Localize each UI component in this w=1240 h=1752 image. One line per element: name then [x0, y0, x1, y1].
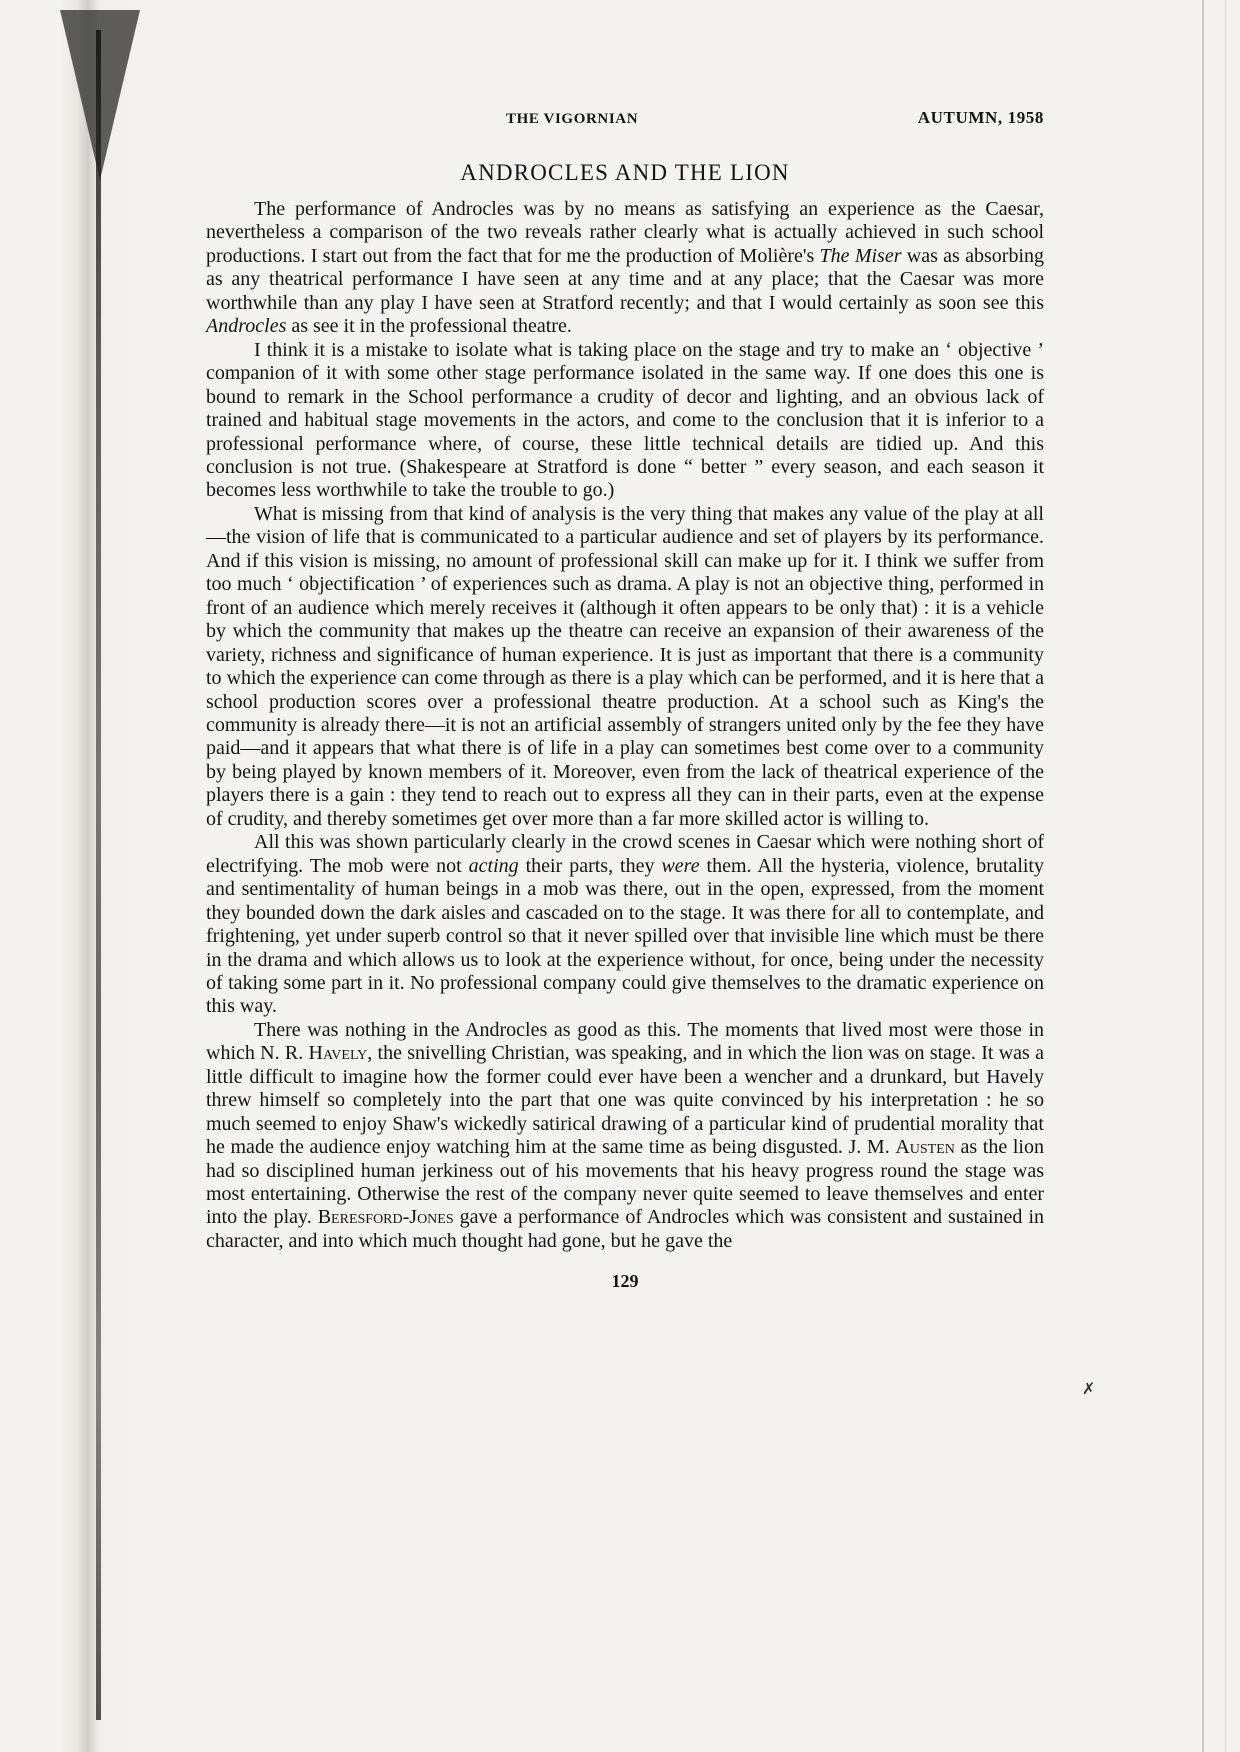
paragraph-4: All this was shown particularly clearly in the crowd scenes in Caesar which were nothing short of electrifying. The mob were not acting their parts, they were them. All the hysteria, violence, brutality and sentimentality of human beings in a mob was there, out in the open, expressed, from the moment they bounded down the dark aisles and cascaded on to the stage. It was there for all to contemplate, and frightening, yet under superb control so that it never spilled over that invisible line which must be there in the drama and which allows us to look at the experience without, for once, being under the necessity of taking some part in it. No professional company could give themselves to the dramatic experience on this way.	[206, 831, 1044, 1018]
article-body	[206, 198, 1044, 1253]
scan-page-edge-outer	[1225, 0, 1226, 1752]
article-title: ANDROCLES AND THE LION	[460, 160, 790, 185]
actor-name-austen: Austen	[895, 1136, 955, 1159]
paragraph-5: There was nothing in the Androcles as good as this. The moments that lived most were those in which N. R. Havely, the snivelling Christian, was speaking, and in which the lion was on stage. It was a little difficult to imagine how the former could ever have been a wencher and a drunkard, but Havely threw himself so completely into the part that one was quite convinced by his interpretation : he so much seemed to enjoy Shaw's wickedly satirical drawing of a particular kind of prudential morality that he made the audience enjoy watching him at the same time as being disgusted. J. M. Austen as the lion had so disciplined human jerkiness out of his movements that his heavy progress round the stage was most entertaining. Otherwise the rest of the company never quite seemed to leave themselves and enter into the play. Beresford-Jones gave a performance of Androcles which was consistent and sustained in character, and into which much thought had gone, but he gave the	[206, 1018, 1044, 1252]
issue-date: AUTUMN, 1958	[917, 108, 1044, 127]
italic-were: were	[661, 854, 700, 877]
document-page	[206, 108, 1044, 1292]
paragraph-3: What is missing from that kind of analysis is the very thing that makes any value of the play at all—the vision of life that is communicated to a particular audience and set of players by its performance. And if this vision is missing, no amount of professional skill can make up for it. I think we suffer from too much ‘ objectification ’ of experiences such as drama. A play is not an objective thing, performed in front of an audience which merely receives it (although it often appears to be only that) : it is a vehicle by which the community that makes up the theatre can receive an expansion of their awareness of the variety, richness and significance of human experience. It is just as important that there is a community to which the experience can come through as there is a play which can be performed, and it is here that a school production scores over a professional theatre production. At a school such as King's the community is already there—it is not an artificial assembly of strangers united only by the fee they have paid—and it appears that what there is of life in a play can sometimes best come over to a community by being played by known members of it. Moreover, even from the lack of theatrical experience of the players there is a gain : they tend to reach out to express all they can in their parts, even at the expense of crudity, and thereby sometimes get over more than a far more skilled actor is willing to.	[206, 502, 1044, 830]
scan-binding-line	[96, 30, 101, 1720]
italic-acting: acting	[468, 854, 519, 877]
running-head	[206, 108, 1044, 136]
scan-binding-gutter	[0, 0, 150, 1752]
actor-name-beresford-jones: Beresford-Jones	[317, 1206, 454, 1229]
page-number: 129	[611, 1271, 639, 1292]
italic-title-the-miser: The Miser	[819, 244, 902, 267]
margin-mark: ✗	[1082, 1381, 1096, 1398]
paragraph-2: I think it is a mistake to isolate what is taking place on the stage and try to make an ‘ objective ’ companion of it with some other stage performance isolated in the same way. If one does this one is bound to remark in the School performance a crudity of decor and lighting, and an obvious lack of trained and habitual stage movements in the actors, and come to the conclusion that it is inferior to a professional performance where, of course, these little technical details are tidied up. And this conclusion is not true. (Shakespeare at Stratford is done “ better ” every season, and each season it becomes less worthwhile to take the trouble to go.)	[206, 338, 1044, 502]
paragraph-1: The performance of Androcles was by no means as satisfying an experience as the Caesar, nevertheless a comparison of the two reveals rather clearly what is actually achieved in such school productions. I start out from the fact that for me the production of Molière's The Miser was as absorbing as any theatrical performance I have seen at any time and at any place; that the Caesar was more worthwhile than any play I have seen at Stratford recently; and that I would certainly as soon see this Androcles as see it in the professional theatre.	[206, 198, 1044, 338]
scan-page-edge	[1202, 0, 1204, 1752]
actor-name-havely: Havely	[308, 1042, 368, 1065]
italic-title-androcles: Androcles	[206, 315, 287, 338]
publication-name: THE VIGORNIAN	[506, 111, 639, 127]
